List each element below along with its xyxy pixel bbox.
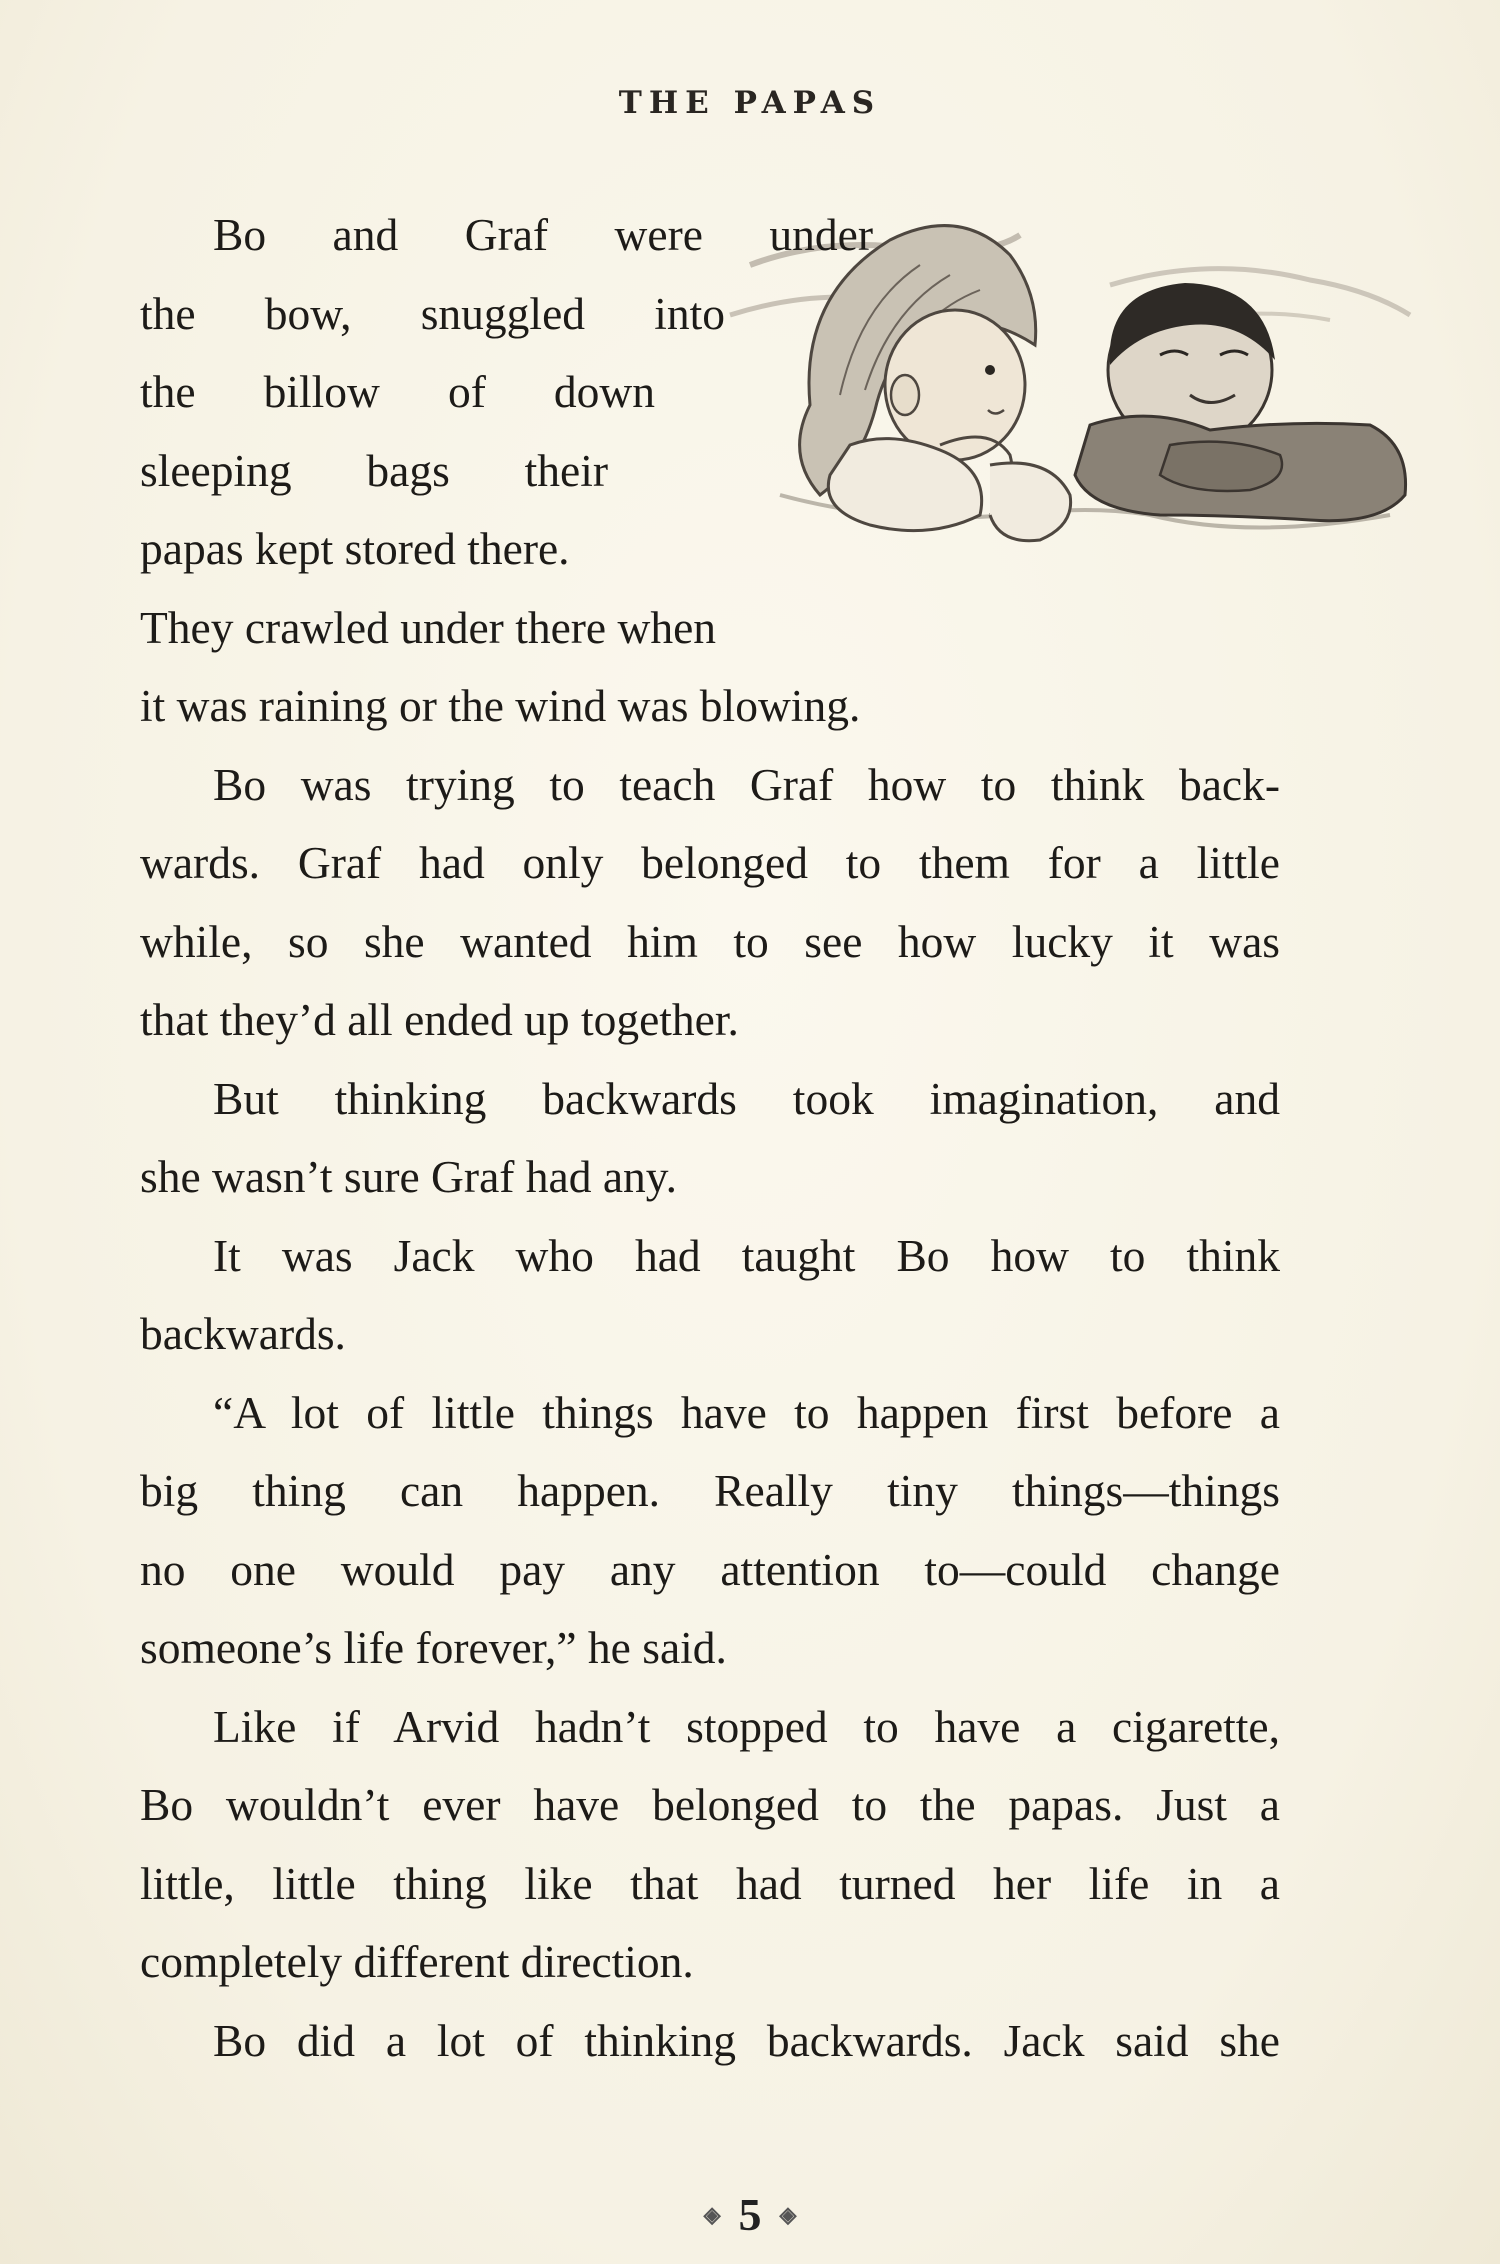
text-line: she wasn’t sure Graf had any. xyxy=(140,1151,677,1202)
text-line: that they’d all ended up together. xyxy=(140,994,739,1045)
text-line: little, little thing like that had turned her life in a xyxy=(140,1857,1280,1909)
text-line: They crawled under there when xyxy=(140,601,717,653)
page-number-footer xyxy=(0,2188,1500,2241)
text-line: Bo wouldn’t ever have belonged to the papas. Just a xyxy=(140,1779,1280,1830)
text-line: while, so she wanted him to see how lucky it was xyxy=(140,915,1280,967)
running-head: THE PAPAS xyxy=(618,85,882,121)
ornament-icon: ◈ xyxy=(703,2202,721,2228)
text-line: backwards. xyxy=(140,1308,346,1359)
text-line: Bo was trying to teach Graf how to think back- xyxy=(213,758,1280,810)
text-line: But thinking backwards took imagination, and xyxy=(213,1072,1280,1124)
text-line: wards. Graf had only belonged to them for a little xyxy=(140,837,1280,888)
text-line: big thing can happen. Really tiny things—things xyxy=(140,1465,1280,1516)
ornament-icon: ◈ xyxy=(779,2202,797,2228)
text-line: papas kept stored there. xyxy=(140,523,570,574)
body-text xyxy=(140,196,1280,2080)
text-line: it was raining or the wind was blowing. xyxy=(140,680,861,731)
text-line: the bow, snuggled into xyxy=(140,287,725,339)
text-line: It was Jack who had taught Bo how to think xyxy=(213,1229,1280,1281)
text-line: Bo did a lot of thinking backwards. Jack said she xyxy=(213,2014,1280,2066)
text-line: completely different direction. xyxy=(140,1936,694,1987)
text-line: Bo and Graf were under xyxy=(213,209,873,260)
text-line: Like if Arvid hadn’t stopped to have a cigarette, xyxy=(213,1700,1280,1752)
text-line: someone’s life forever,” he said. xyxy=(140,1622,727,1673)
page-number: 5 xyxy=(738,2189,762,2240)
text-line: sleeping bags their xyxy=(140,444,608,496)
text-line: “A lot of little things have to happen first before a xyxy=(213,1386,1280,1438)
text-line: no one would pay any attention to—could change xyxy=(140,1543,1280,1595)
text-line: the billow of down xyxy=(140,366,655,417)
